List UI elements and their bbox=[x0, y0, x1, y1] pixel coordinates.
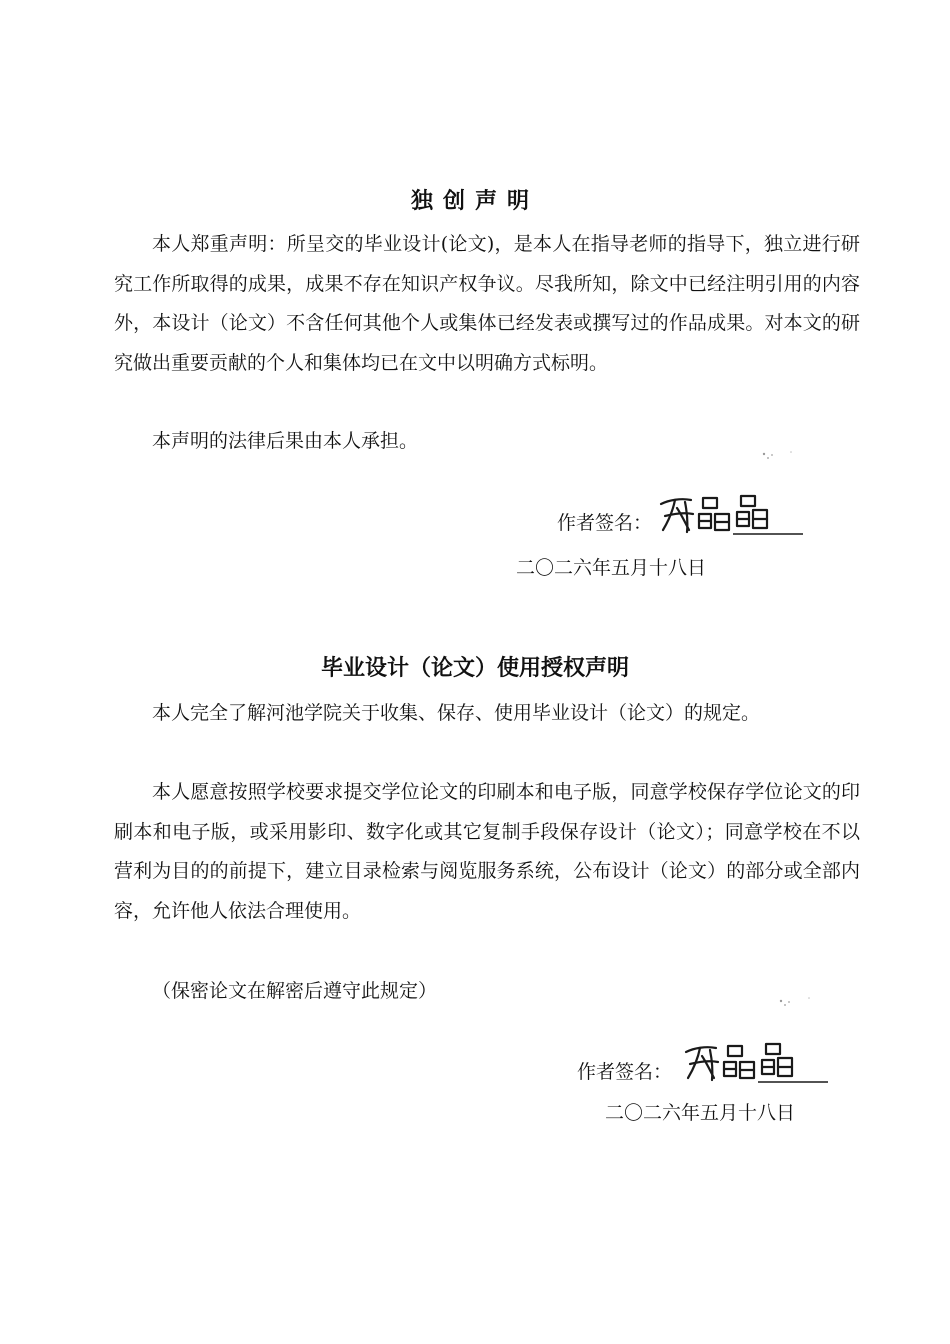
declaration-paragraph-2: 本声明的法律后果由本人承担。 bbox=[152, 430, 419, 452]
authorization-signature-label: 作者签名： bbox=[577, 1061, 673, 1083]
declaration-handwritten-signature bbox=[655, 490, 805, 538]
declaration-signature-label: 作者签名： bbox=[557, 512, 653, 534]
authorization-paragraph-2: 本人愿意按照学校要求提交学位论文的印刷本和电子版，同意学校保存学位论文的印刷本和电子版，或采用影印、数字化或其它复制手段保存设计（论文）；同意学校在不以营利为目的的前提下，建立目录检索与阅览服务系统，公布设计（论文）的部分或全部内容，允许他人依法合理使用。 bbox=[114, 781, 860, 922]
authorization-handwritten-signature bbox=[680, 1038, 830, 1086]
authorization-paragraph-3: （保密论文在解密后遵守此规定） bbox=[152, 980, 438, 1002]
declaration-date: 二〇二六年五月十八日 bbox=[516, 557, 707, 579]
scan-speck-mark bbox=[775, 993, 815, 1013]
declaration-title: 独创声明 bbox=[410, 189, 539, 214]
scan-speck-mark bbox=[758, 446, 798, 466]
authorization-title: 毕业设计（论文）使用授权声明 bbox=[320, 656, 629, 681]
declaration-paragraph-1: 本人郑重声明：所呈交的毕业设计(论文)，是本人在指导老师的指导下，独立进行研究工作所取得的成果，成果不存在知识产权争议。尽我所知，除文中已经注明引用的内容外，本设计（论文）不含任何其他个人或集体已经发表或撰写过的作品成果。对本文的研究做出重要贡献的个人和集体均已在文中以明确方式标明。 bbox=[114, 233, 860, 374]
declaration-signature-line bbox=[557, 508, 652, 535]
authorization-paragraph-1: 本人完全了解河池学院关于收集、保存、使用毕业设计（论文）的规定。 bbox=[152, 702, 761, 724]
authorization-date: 二〇二六年五月十八日 bbox=[605, 1102, 796, 1124]
authorization-signature-line bbox=[577, 1057, 672, 1084]
